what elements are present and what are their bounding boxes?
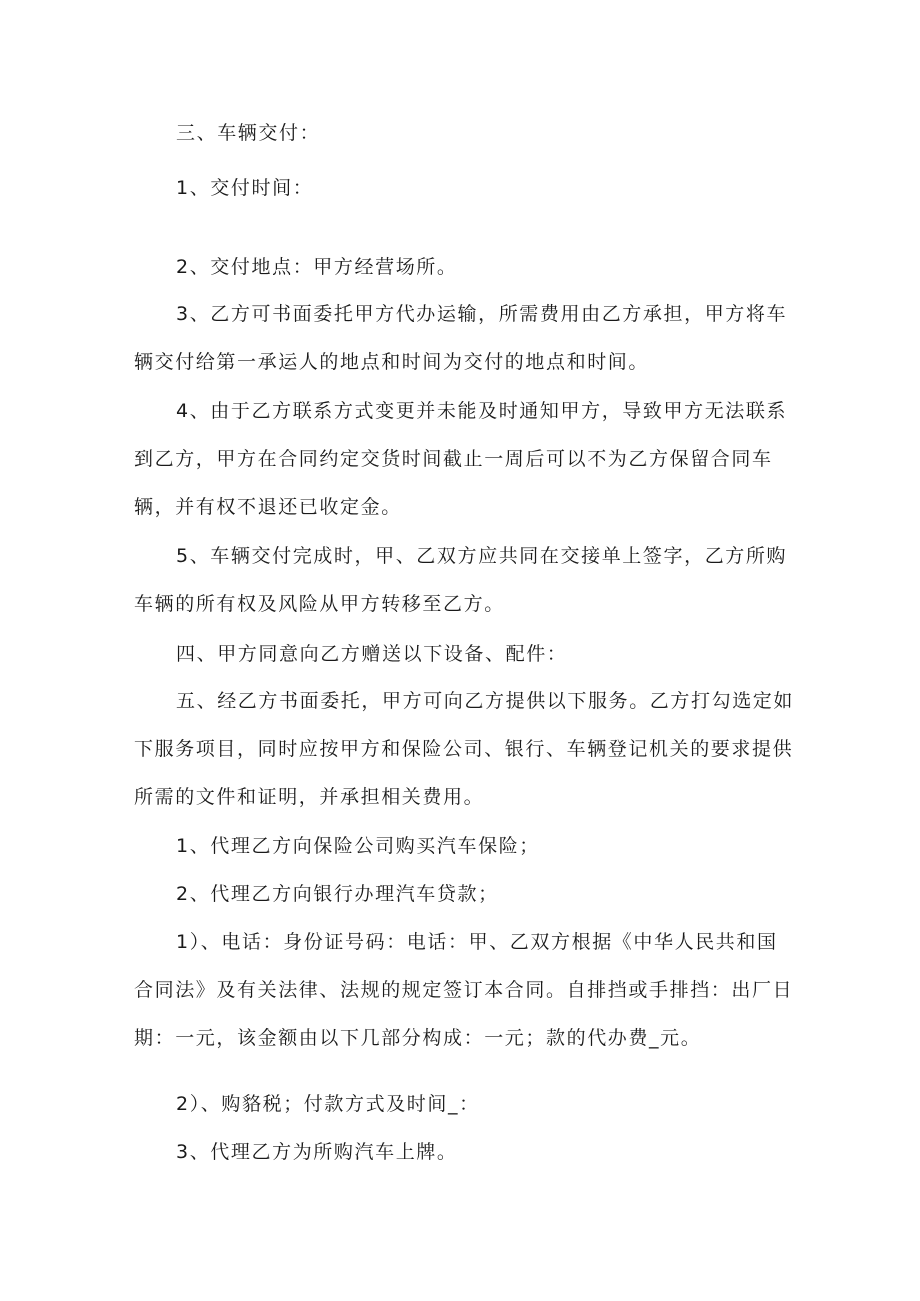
section-heading-services: 五、经乙方书面委托，甲方可向乙方提供以下服务。乙方打勾选定如下服务项目，同时应按甲方和保险公司、银行、车辆登记机关的要求提供所需的文件和证明，并承担相关费用。 (134, 690, 795, 808)
paragraph-contact-change: 4、由于乙方联系方式变更并未能及时通知甲方，导致甲方无法联系到乙方，甲方在合同约定交货时间截止一周后可以不为乙方保留合同车辆，并有权不退还已收定金。 (134, 400, 788, 518)
paragraph-transport-delegation: 3、乙方可书面委托甲方代办运输，所需费用由乙方承担，甲方将车辆交付给第一承运人的地点和时间为交付的地点和时间。 (134, 303, 788, 373)
paragraph-delivery-time: 1、交付时间： (176, 177, 314, 199)
paragraph-sub-item-2: 2）、购貉税；付款方式及时间_： (176, 1093, 480, 1115)
paragraph-delivery-place: 2、交付地点：甲方经营场所。 (176, 256, 458, 278)
paragraph-service-insurance: 1、代理乙方向保险公司购买汽车保险； (176, 835, 540, 857)
section-heading-vehicle-delivery: 三、车辆交付： (176, 122, 321, 144)
paragraph-service-loan: 2、代理乙方向银行办理汽车贷款； (176, 883, 499, 905)
section-heading-gifts: 四、甲方同意向乙方赠送以下设备、配件： (176, 643, 568, 665)
paragraph-delivery-completion: 5、车辆交付完成时，甲、乙双方应共同在交接单上签字，乙方所购车辆的所有权及风险从甲方转移至乙方。 (134, 545, 788, 615)
paragraph-service-registration: 3、代理乙方为所购汽车上牌。 (176, 1141, 458, 1163)
paragraph-sub-item-1: 1）、电话：身份证号码：电话：甲、乙双方根据《中华人民共和国合同法》及有关法律、法规的规定签订本合同。自排挡或手排挡：出厂日期：一元，该金额由以下几部分构成：一元；款的代办费_元。 (134, 931, 794, 1049)
